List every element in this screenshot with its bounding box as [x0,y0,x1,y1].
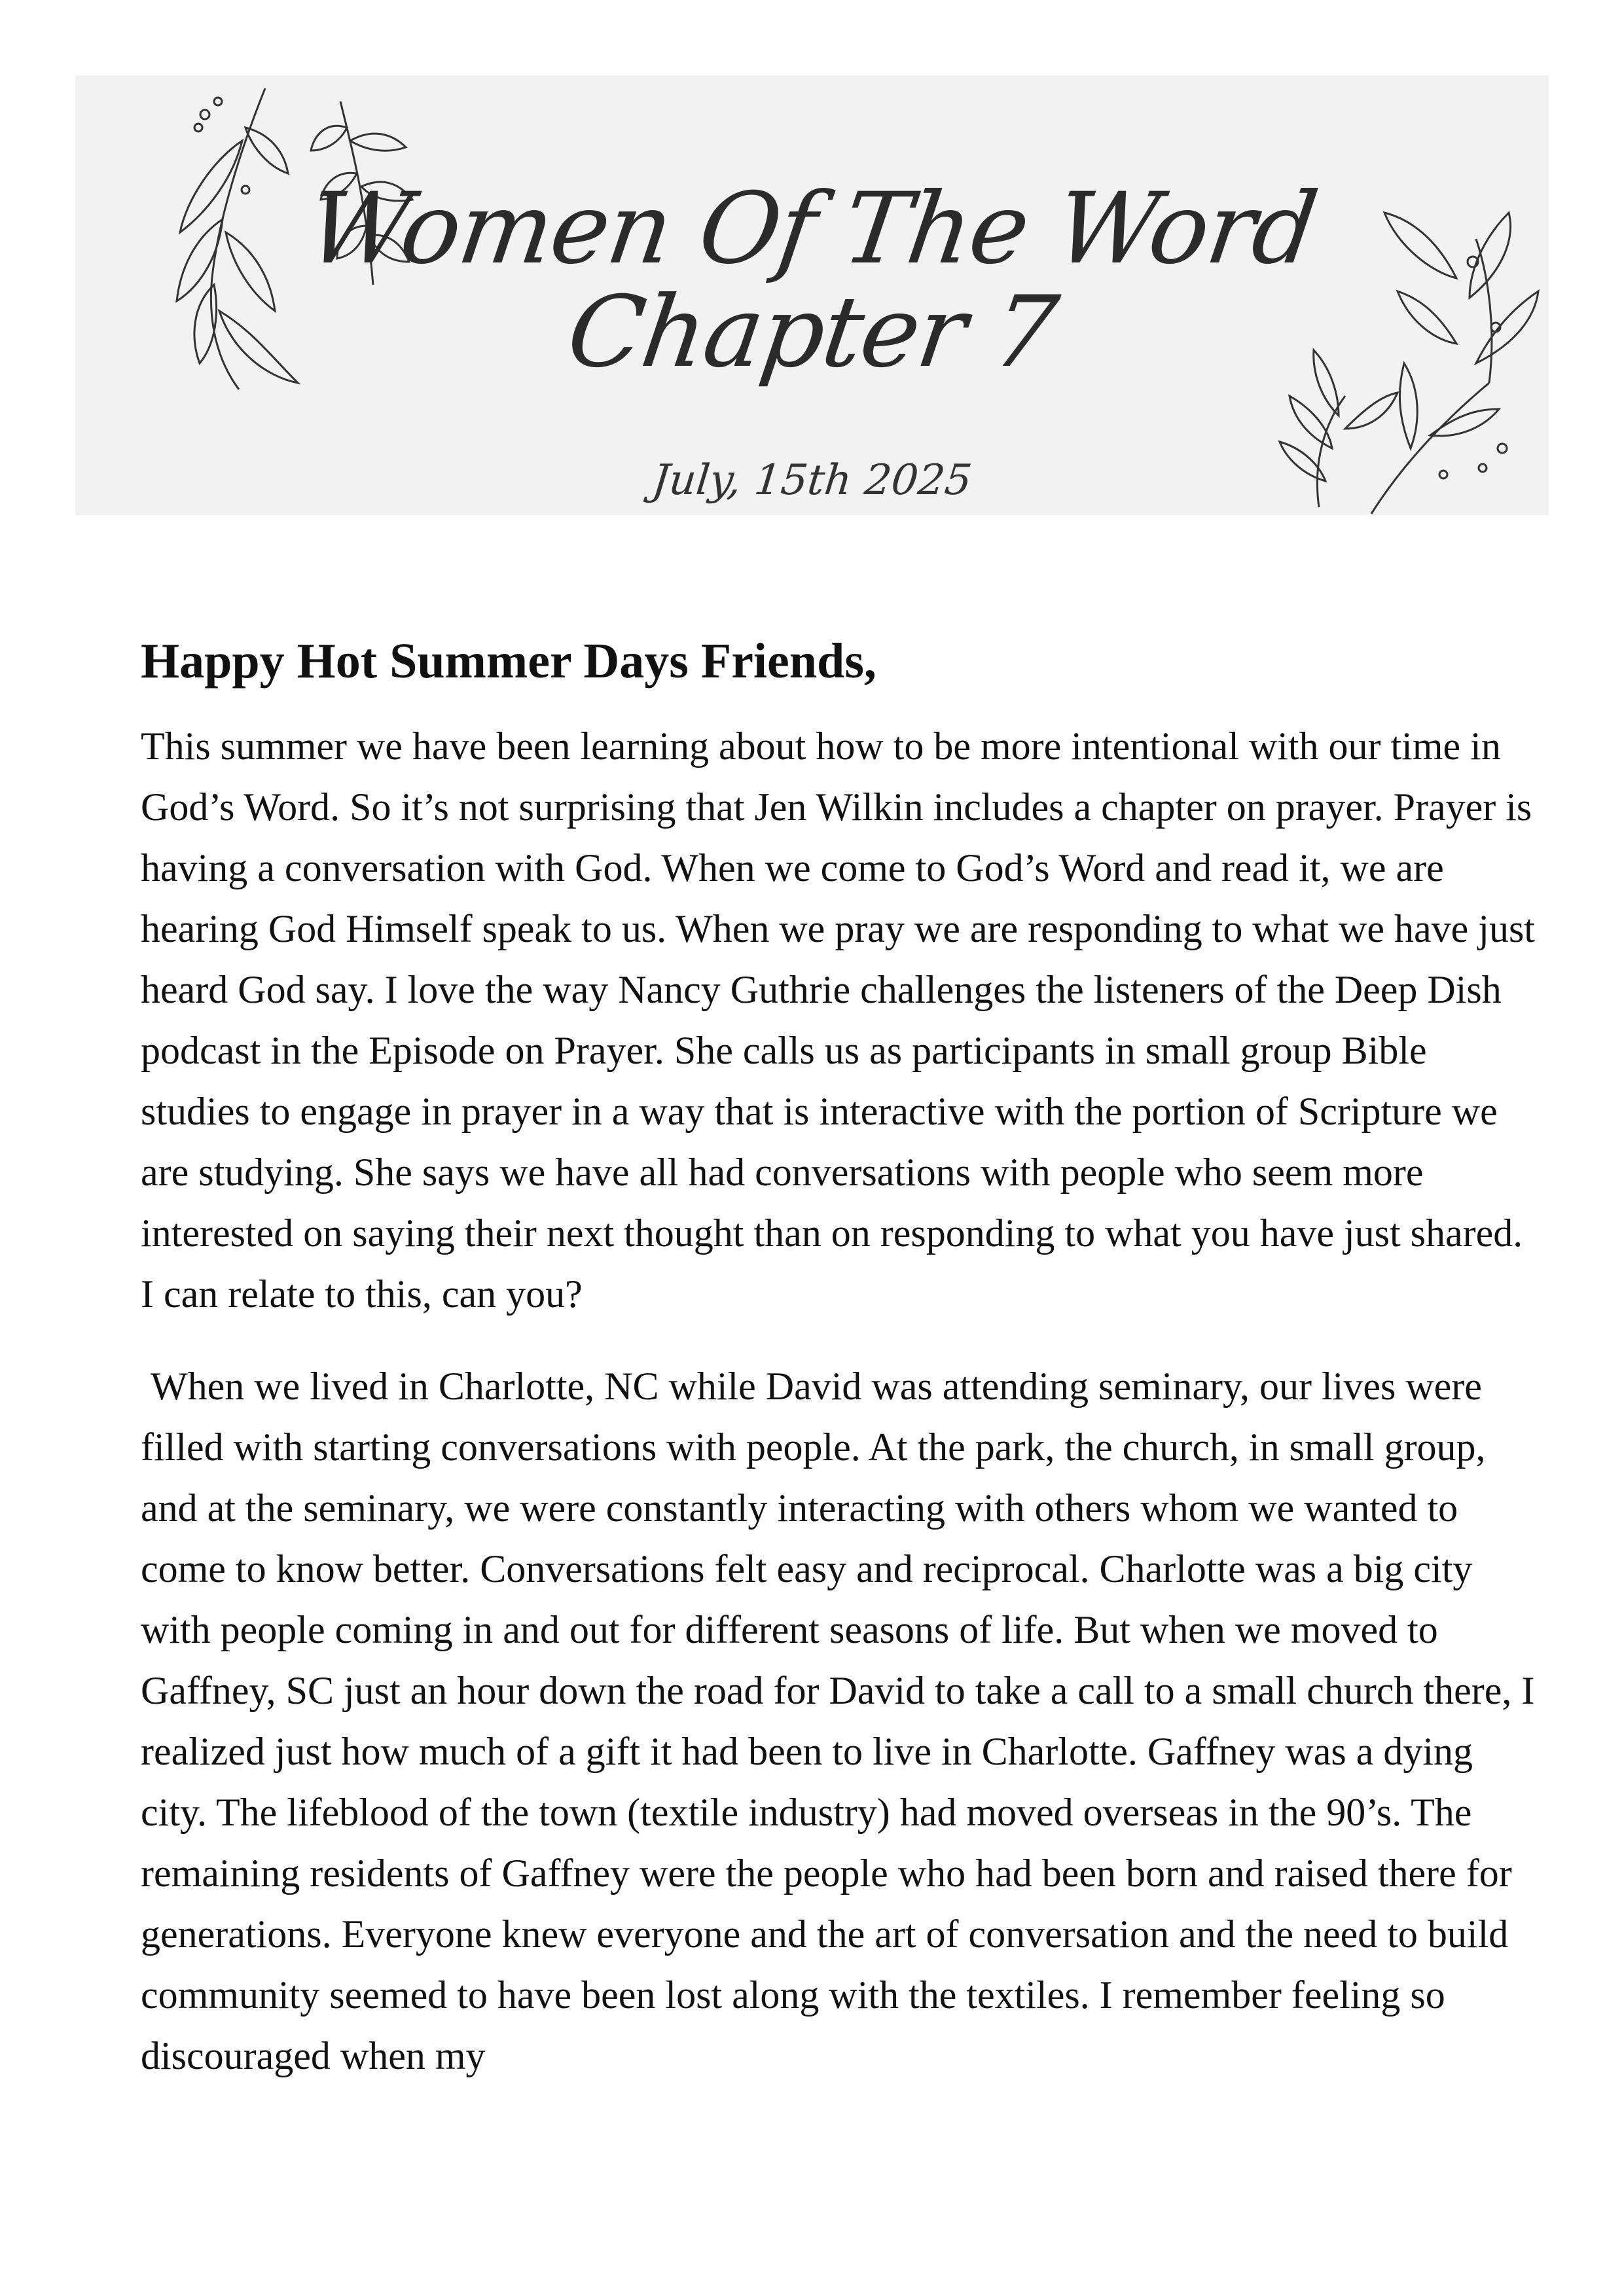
banner-title [75,172,1549,389]
letter-body [141,628,1545,2118]
banner-title-line2: Chapter 7 [560,276,1064,389]
header-banner [75,75,1549,515]
banner-title-line1: Women Of The Word [300,172,1324,286]
banner-date: July, 15th 2025 [649,456,975,505]
letter-greeting: Happy Hot Summer Days Friends, [141,634,876,689]
letter-paragraph-1: This summer we have been learning about how to be more intentional with our time in God’s Word. So it’s not surprising that Jen Wilkin includes a chapter on prayer. Prayer is having a conversation with God. When we come to God’s Word and read it, we are hearing God Himself speak to us. When we pray we are responding to what we have just heard God say. I love the way Nancy Guthrie challenges the listeners of the Deep Dish podcast in the Episode on Prayer. She calls us as participants in small group Bible studies to engage in prayer in a way that is interactive with the portion of Scripture we are studying. She says we have all had conversations with people who seem more interested on saying their next thought than on responding to what you have just shared. I can relate to this, can you? [141,725,1545,1316]
letter-paragraph-2: When we lived in Charlotte, NC while David was attending seminary, our lives were filled with starting conversations with people. At the park, the church, in small group, and at the seminary, we were constantly interacting with others whom we wanted to come to know better. Conversations felt easy and reciprocal. Charlotte was a big city with people coming in and out for different seasons of life. But when we moved to Gaffney, SC just an hour down the road for David to take a call to a small church there, I realized just how much of a gift it had been to live in Charlotte. Gaffney was a dying city. The lifeblood of the town (textile industry) had moved overseas in the 90’s. The remaining residents of Gaffney were the people who had been born and raised there for generations. Everyone knew everyone and the art of conversation and the need to build community seemed to have been lost along with the textiles. I remember feeling so discouraged when my [141,1365,1545,2077]
